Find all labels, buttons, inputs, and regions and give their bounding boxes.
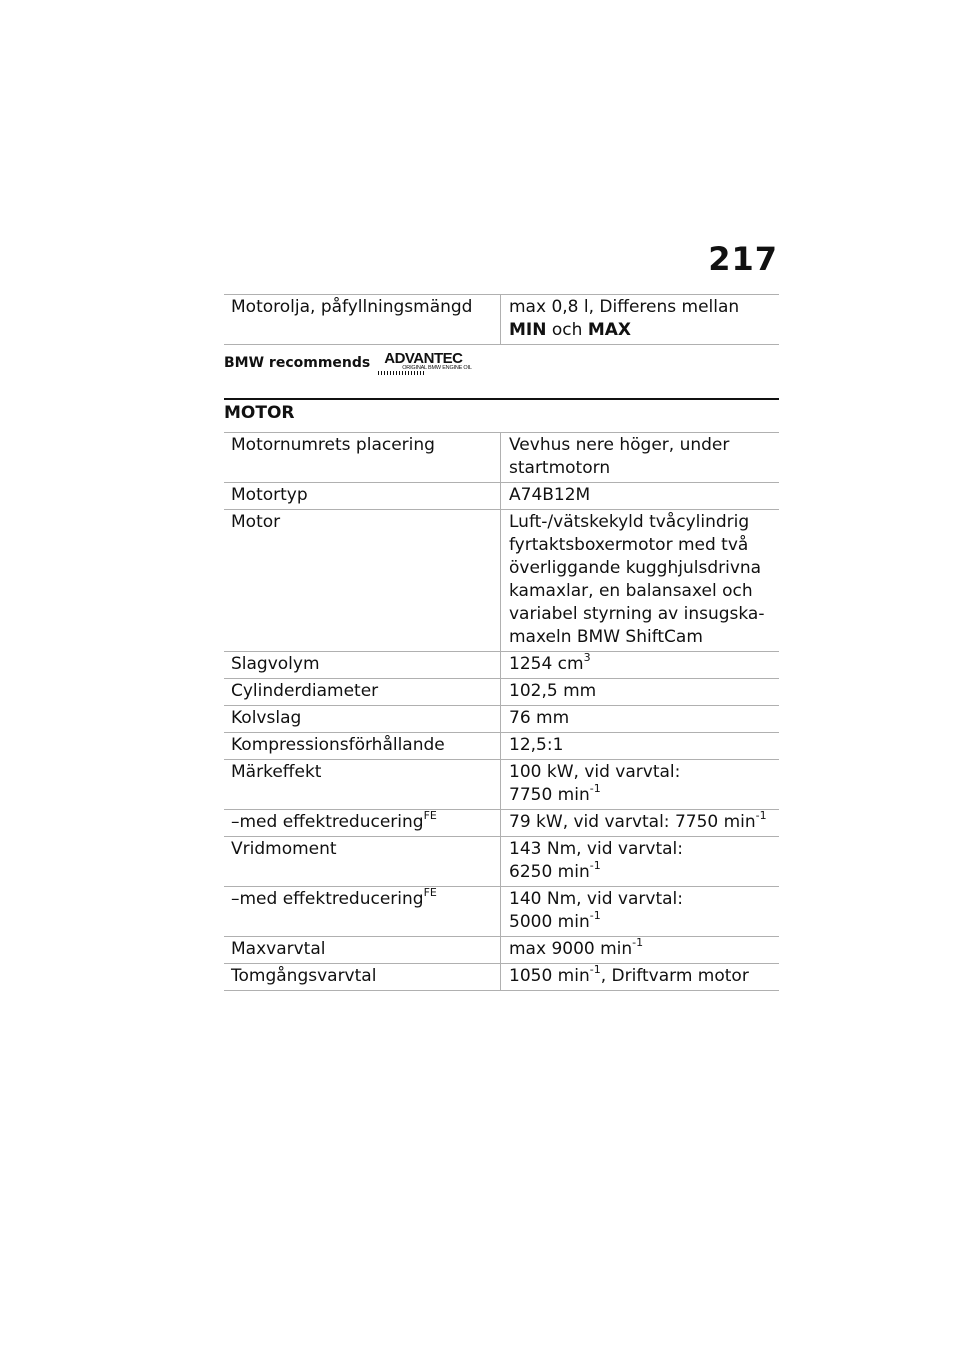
value-line: 100 kW, vid varvtal: [509, 762, 681, 782]
row-label: Vridmoment [231, 839, 337, 859]
table-row [224, 837, 779, 887]
table-row [224, 652, 779, 679]
value-line [509, 784, 773, 807]
row-label: Motornumrets placering [231, 435, 435, 455]
row-label: Slagvolym [231, 654, 320, 674]
value-line: fyrtaktsboxermotor med två [509, 535, 749, 555]
value-line [509, 653, 773, 676]
superscript: -1 [632, 936, 644, 950]
value-line: Vevhus nere höger, under [509, 435, 730, 455]
row-value [500, 652, 779, 678]
row-label: Motortyp [231, 485, 308, 505]
value-line: kamaxlar, en balansaxel och [509, 581, 753, 601]
value-line: startmotorn [509, 458, 611, 478]
table-row [224, 433, 779, 483]
row-label: Tomgångsvarvtal [231, 966, 377, 986]
value-line: max 0,8 l, Differens mellan [509, 297, 740, 317]
and-text: och [551, 320, 583, 340]
table-row [224, 937, 779, 964]
row-value [500, 964, 779, 990]
value-line [509, 811, 773, 834]
row-value [500, 760, 779, 809]
value-line: maxeln BMW ShiftCam [509, 627, 703, 647]
value-text: 1050 min [509, 966, 590, 986]
label-text: –med effektreducering [231, 812, 424, 832]
row-value [500, 733, 779, 759]
superscript: -1 [589, 909, 601, 923]
value-text: 6250 min [509, 862, 590, 882]
value-line: överliggande kugghjulsdrivna [509, 558, 762, 578]
value-text: , Driftvarm motor [600, 966, 749, 986]
row-label: Kolvslag [231, 708, 302, 728]
value-text: 7750 min [509, 785, 590, 805]
table-row [224, 679, 779, 706]
superscript: FE [423, 886, 437, 900]
page-number: 217 [708, 240, 778, 278]
table-row [224, 810, 779, 837]
logo-subtitle: ORIGINAL BMW ENGINE OIL [402, 365, 472, 371]
section-divider [224, 398, 779, 400]
value-text: 1254 cm [509, 654, 584, 674]
row-value [500, 837, 779, 886]
row-value [500, 295, 779, 344]
value-text: max 9000 min [509, 939, 633, 959]
row-label: Motorolja, påfyllningsmängd [231, 297, 473, 317]
row-value [500, 483, 779, 509]
max-label: MAX [587, 320, 632, 340]
min-label: MIN [509, 320, 547, 340]
row-value [500, 706, 779, 732]
superscript: -1 [589, 963, 601, 977]
value-line: 102,5 mm [509, 681, 597, 701]
logo-brand: ADVANTEC [384, 350, 463, 367]
row-value [500, 887, 779, 936]
table-row [224, 510, 779, 652]
row-value [500, 679, 779, 705]
value-line: Luft-/vätskekyld tvåcylindrig [509, 512, 750, 532]
bmw-recommends [224, 350, 474, 376]
row-label: Märkeffekt [231, 762, 322, 782]
row-value [500, 937, 779, 963]
value-line: variabel styrning av insugska- [509, 604, 765, 624]
value-line: 12,5:1 [509, 735, 564, 755]
row-label: Maxvarvtal [231, 939, 326, 959]
oil-table [224, 294, 779, 345]
section-title: MOTOR [224, 403, 295, 423]
row-label [224, 810, 500, 836]
value-line [509, 319, 773, 342]
logo-barcode-icon [378, 371, 426, 375]
value-line: 143 Nm, vid varvtal: [509, 839, 683, 859]
advantec-logo [378, 350, 474, 376]
superscript: FE [423, 809, 437, 823]
row-value [500, 433, 779, 482]
row-label: Cylinderdiameter [231, 681, 379, 701]
row-label [224, 887, 500, 936]
value-line: 140 Nm, vid varvtal: [509, 889, 683, 909]
value-line [509, 911, 773, 934]
label-text: –med effektreducering [231, 889, 424, 909]
table-row [224, 887, 779, 937]
table-row [224, 964, 779, 991]
superscript: -1 [589, 782, 601, 796]
row-value [500, 810, 779, 836]
table-row [224, 733, 779, 760]
row-label: Motor [231, 512, 281, 532]
value-line [509, 861, 773, 884]
superscript: -1 [755, 809, 767, 823]
value-line: A74B12M [509, 485, 591, 505]
table-row [224, 706, 779, 733]
superscript: 3 [583, 651, 591, 665]
row-label: Kompressionsförhållande [231, 735, 445, 755]
value-text: 5000 min [509, 912, 590, 932]
motor-table [224, 432, 779, 991]
superscript: -1 [589, 859, 601, 873]
value-text: 79 kW, vid varvtal: 7750 min [509, 812, 756, 832]
table-row [224, 295, 779, 345]
table-row [224, 483, 779, 510]
table-row [224, 760, 779, 810]
value-line [509, 938, 773, 961]
row-value [500, 510, 779, 651]
value-line: 76 mm [509, 708, 570, 728]
recommend-text: BMW recommends [224, 355, 371, 371]
value-line [509, 965, 773, 988]
